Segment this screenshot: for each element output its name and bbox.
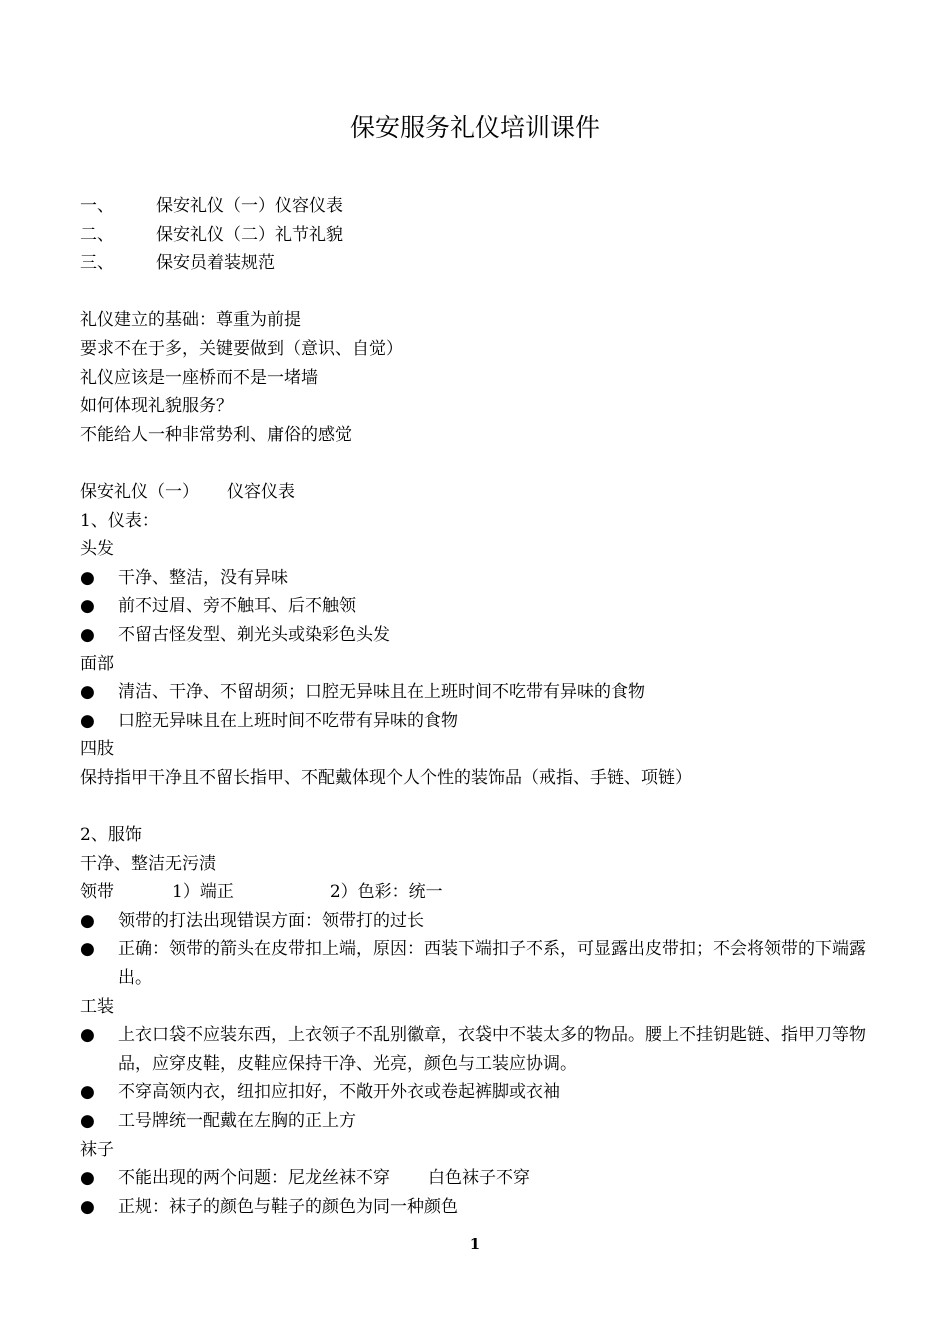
tie-point-2: 2）色彩：统一 <box>329 882 443 903</box>
section-heading-main: 保安礼仪（一） <box>80 481 199 502</box>
spacer <box>80 792 875 821</box>
list-item-text: 正规：袜子的颜色与鞋子的颜色为同一种颜色 <box>118 1196 458 1217</box>
bullet-icon: ● <box>80 939 95 960</box>
toc-item <box>80 249 875 278</box>
bullet-icon: ● <box>80 710 95 731</box>
list-item-text: 领带的打法出现错误方面：领带打的过长 <box>118 910 424 931</box>
toc-number: 三、 <box>80 253 114 274</box>
list-item <box>80 1164 875 1193</box>
toc-number: 一、 <box>80 196 114 216</box>
intro-line: 礼仪应该是一座桥而不是一堵墙 <box>80 367 318 388</box>
list-item-text: 上衣口袋不应装东西，上衣领子不乱别徽章，衣袋中不装太多的物品。腰上不挂钥匙链、指甲刀等物品，应穿皮鞋，皮鞋应保持干净、光亮，颜色与工装应协调。 <box>118 1025 866 1074</box>
page-number: 1 <box>469 1235 481 1253</box>
spacer <box>80 449 875 478</box>
list-item <box>80 1078 875 1107</box>
uniform-label: 工装 <box>80 996 114 1017</box>
tie-label: 领带 <box>80 882 114 903</box>
limbs-text: 保持指甲干净且不留长指甲、不配戴体现个人个性的装饰品（戒指、手链、项链） <box>80 767 692 788</box>
intro-line: 礼仪建立的基础：尊重为前提 <box>80 310 301 331</box>
list-item <box>80 1193 875 1222</box>
bullet-icon: ● <box>80 910 95 931</box>
toc-item <box>80 221 875 250</box>
list-item <box>80 564 875 593</box>
bullet-icon: ● <box>80 1168 95 1189</box>
list-item <box>80 592 875 621</box>
spacer <box>80 278 875 307</box>
bullet-icon: ● <box>80 596 95 617</box>
list-item-text: 口腔无异味且在上班时间不吃带有异味的食物 <box>118 710 458 731</box>
toc-text: 保安礼仪（一）仪容仪表 <box>156 196 343 216</box>
bullet-icon: ● <box>80 567 95 588</box>
section-heading-sub: 仪容仪表 <box>227 481 295 502</box>
clean-text: 干净、整洁无污渍 <box>80 853 216 874</box>
toc-text: 保安礼仪（二）礼节礼貌 <box>156 224 343 245</box>
list-item <box>80 907 875 936</box>
list-item <box>80 1021 875 1078</box>
list-item-text: 干净、整洁，没有异味 <box>118 567 288 588</box>
list-item-text: 清洁、干净、不留胡须；口腔无异味且在上班时间不吃带有异味的食物 <box>118 682 645 703</box>
list-item-text: 不能出现的两个问题：尼龙丝袜不穿 <box>118 1168 390 1189</box>
list-item-text: 工号牌统一配戴在左胸的正上方 <box>118 1111 356 1131</box>
list-item-text: 不穿高领内衣，纽扣应扣好，不敞开外衣或卷起裤脚或衣袖 <box>118 1082 560 1103</box>
intro-line: 如何体现礼貌服务？ <box>80 396 233 417</box>
list-item-text: 正确：领带的箭头在皮带扣上端，原因：西装下端扣子不系，可显露出皮带扣；不会将领带的下端露出。 <box>118 939 866 989</box>
list-item <box>80 935 875 992</box>
face-label: 面部 <box>80 653 114 674</box>
bullet-icon: ● <box>80 1196 95 1217</box>
toc-number: 二、 <box>80 224 114 245</box>
socks-label: 袜子 <box>80 1139 114 1160</box>
intro-line: 要求不在于多，关键要做到（意识、自觉） <box>80 338 403 359</box>
section-heading <box>80 478 875 507</box>
limbs-label: 四肢 <box>80 739 114 760</box>
subsection-heading: 2、服饰 <box>80 825 142 846</box>
list-item-text: 前不过眉、旁不触耳、后不触领 <box>118 596 356 617</box>
tie-point-1: 1）端正 <box>172 882 234 903</box>
subsection-heading: 1、仪表： <box>80 510 159 531</box>
bullet-icon: ● <box>80 1025 95 1046</box>
document-body <box>80 192 875 1221</box>
list-item <box>80 621 875 650</box>
toc-item <box>80 192 875 221</box>
list-item <box>80 1107 875 1136</box>
bullet-icon: ● <box>80 1111 95 1131</box>
list-item-text: 白色袜子不穿 <box>428 1168 530 1189</box>
list-item <box>80 707 875 736</box>
list-item <box>80 678 875 707</box>
bullet-icon: ● <box>80 682 95 703</box>
tie-line <box>80 878 875 907</box>
intro-line: 不能给人一种非常势利、庸俗的感觉 <box>80 424 352 445</box>
toc-text: 保安员着装规范 <box>156 253 275 274</box>
hair-label: 头发 <box>80 539 114 560</box>
document-title: 保安服务礼仪培训课件 <box>349 113 600 142</box>
list-item-text: 不留古怪发型、剃光头或染彩色头发 <box>118 624 390 645</box>
bullet-icon: ● <box>80 624 95 645</box>
bullet-icon: ● <box>80 1082 95 1103</box>
